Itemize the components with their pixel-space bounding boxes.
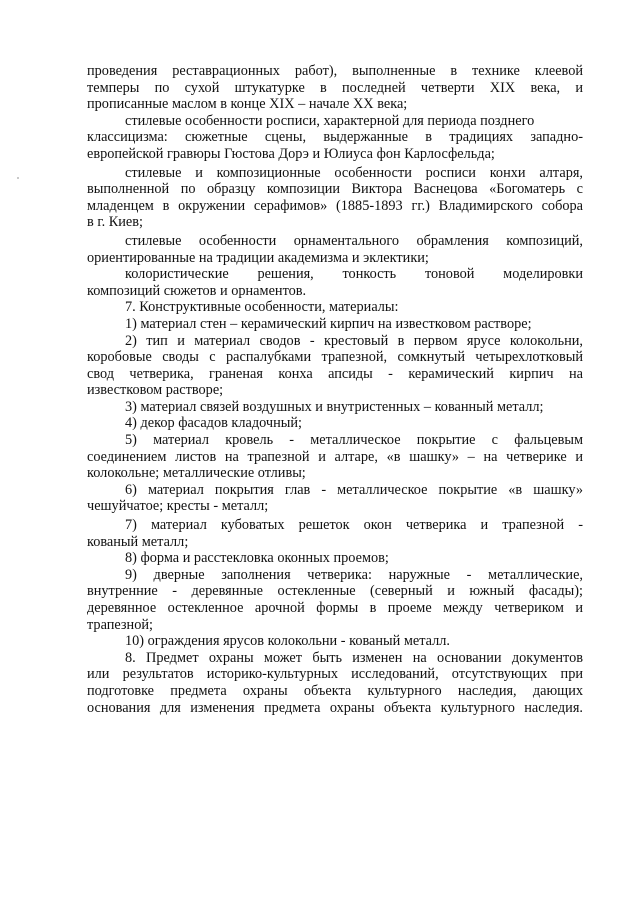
text-line: деревянное остекленное арочной формы в проеме между четвериком и — [87, 600, 583, 616]
text-line: 7) материал кубоватых решеток окон четверика и трапезной - — [125, 517, 583, 534]
text-line: стилевые и композиционные особенности росписи конхи алтаря, — [125, 164, 583, 181]
text-line: колокольне; металлические отливы; — [87, 465, 306, 482]
text-line: стилевые особенности росписи, характерной для периода позднего — [125, 112, 535, 129]
text-line: проведения реставрационных работ), выполненные в технике клеевой — [87, 63, 583, 79]
text-line: прописанные маслом в конце XIX – начале XX века; — [87, 96, 408, 113]
scan-speck — [17, 177, 19, 179]
text-line: 5) материал кровель - металлическое покрытие с фальцевым — [125, 432, 583, 449]
text-line: 9) дверные заполнения четверика: наружные - металлические, — [125, 566, 583, 583]
text-line: 2) тип и материал сводов - крестовый в первом ярусе колокольни, — [125, 332, 583, 349]
text-line: свод четверика, граненая конха апсиды - керамический кирпич на — [87, 365, 583, 382]
text-line: подготовке предмета охраны объекта культурного наследия, дающих — [87, 682, 583, 699]
text-line: чешуйчатое; кресты - металл; — [87, 498, 269, 515]
text-line: соединением листов на трапезной и алтаре, «в шашку» – на четверике и — [87, 448, 583, 465]
text-line: композиций сюжетов и орнаментов. — [87, 282, 307, 299]
text-line: основания для изменения предмета охраны объекта культурного наследия. — [87, 699, 583, 716]
text-line: классицизма: сюжетные сцены, выдержанные в традициях западно- — [87, 129, 583, 146]
text-line: колористические решения, тонкость тоновой моделировки — [125, 266, 583, 283]
text-line: коробовые своды с распалубками трапезной, сомкнутый четырехлотковый — [87, 349, 583, 366]
text-line: внутренние - деревянные остекленные (северный и южный фасады); — [87, 583, 583, 600]
text-line: или результатов историко-культурных исследований, отсутствующих при — [87, 666, 583, 683]
text-line: кованый металл; — [87, 533, 189, 550]
text-line: в г. Киев; — [87, 214, 143, 231]
text-line: темперы по сухой штукатурке в последней четверти XIX века, и — [87, 79, 583, 96]
text-line: 10) ограждения ярусов колокольни - кованый металл. — [125, 633, 450, 650]
text-line: 8) форма и расстекловка оконных проемов; — [125, 550, 389, 567]
text-line: трапезной; — [87, 616, 153, 633]
text-line: 3) материал связей воздушных и внутристенных – кованный металл; — [125, 398, 544, 415]
text-line: 7. Конструктивные особенности, материалы: — [125, 299, 399, 316]
text-line: ориентированные на традиции академизма и эклектики; — [87, 249, 429, 266]
text-line: известковом растворе; — [87, 382, 224, 399]
text-line: европейской гравюры Гюстова Дорэ и Юлиуса фон Карлосфельда; — [87, 145, 495, 162]
text-line: 8. Предмет охраны может быть изменен на основании документов — [125, 649, 583, 666]
text-line: младенцем в окружении серафимов» (1885-1893 гг.) Владимирского собора — [87, 197, 583, 214]
text-line: 1) материал стен – керамический кирпич на известковом растворе; — [125, 315, 532, 332]
text-line: 4) декор фасадов кладочный; — [125, 415, 302, 432]
document-body — [87, 63, 583, 716]
text-line: 6) материал покрытия глав - металлическое покрытие «в шашку» — [125, 481, 583, 498]
text-line: стилевые особенности орнаментального обрамления композиций, — [125, 232, 583, 249]
text-line: выполненной по образцу композиции Виктора Васнецова «Богоматерь с — [87, 181, 583, 198]
